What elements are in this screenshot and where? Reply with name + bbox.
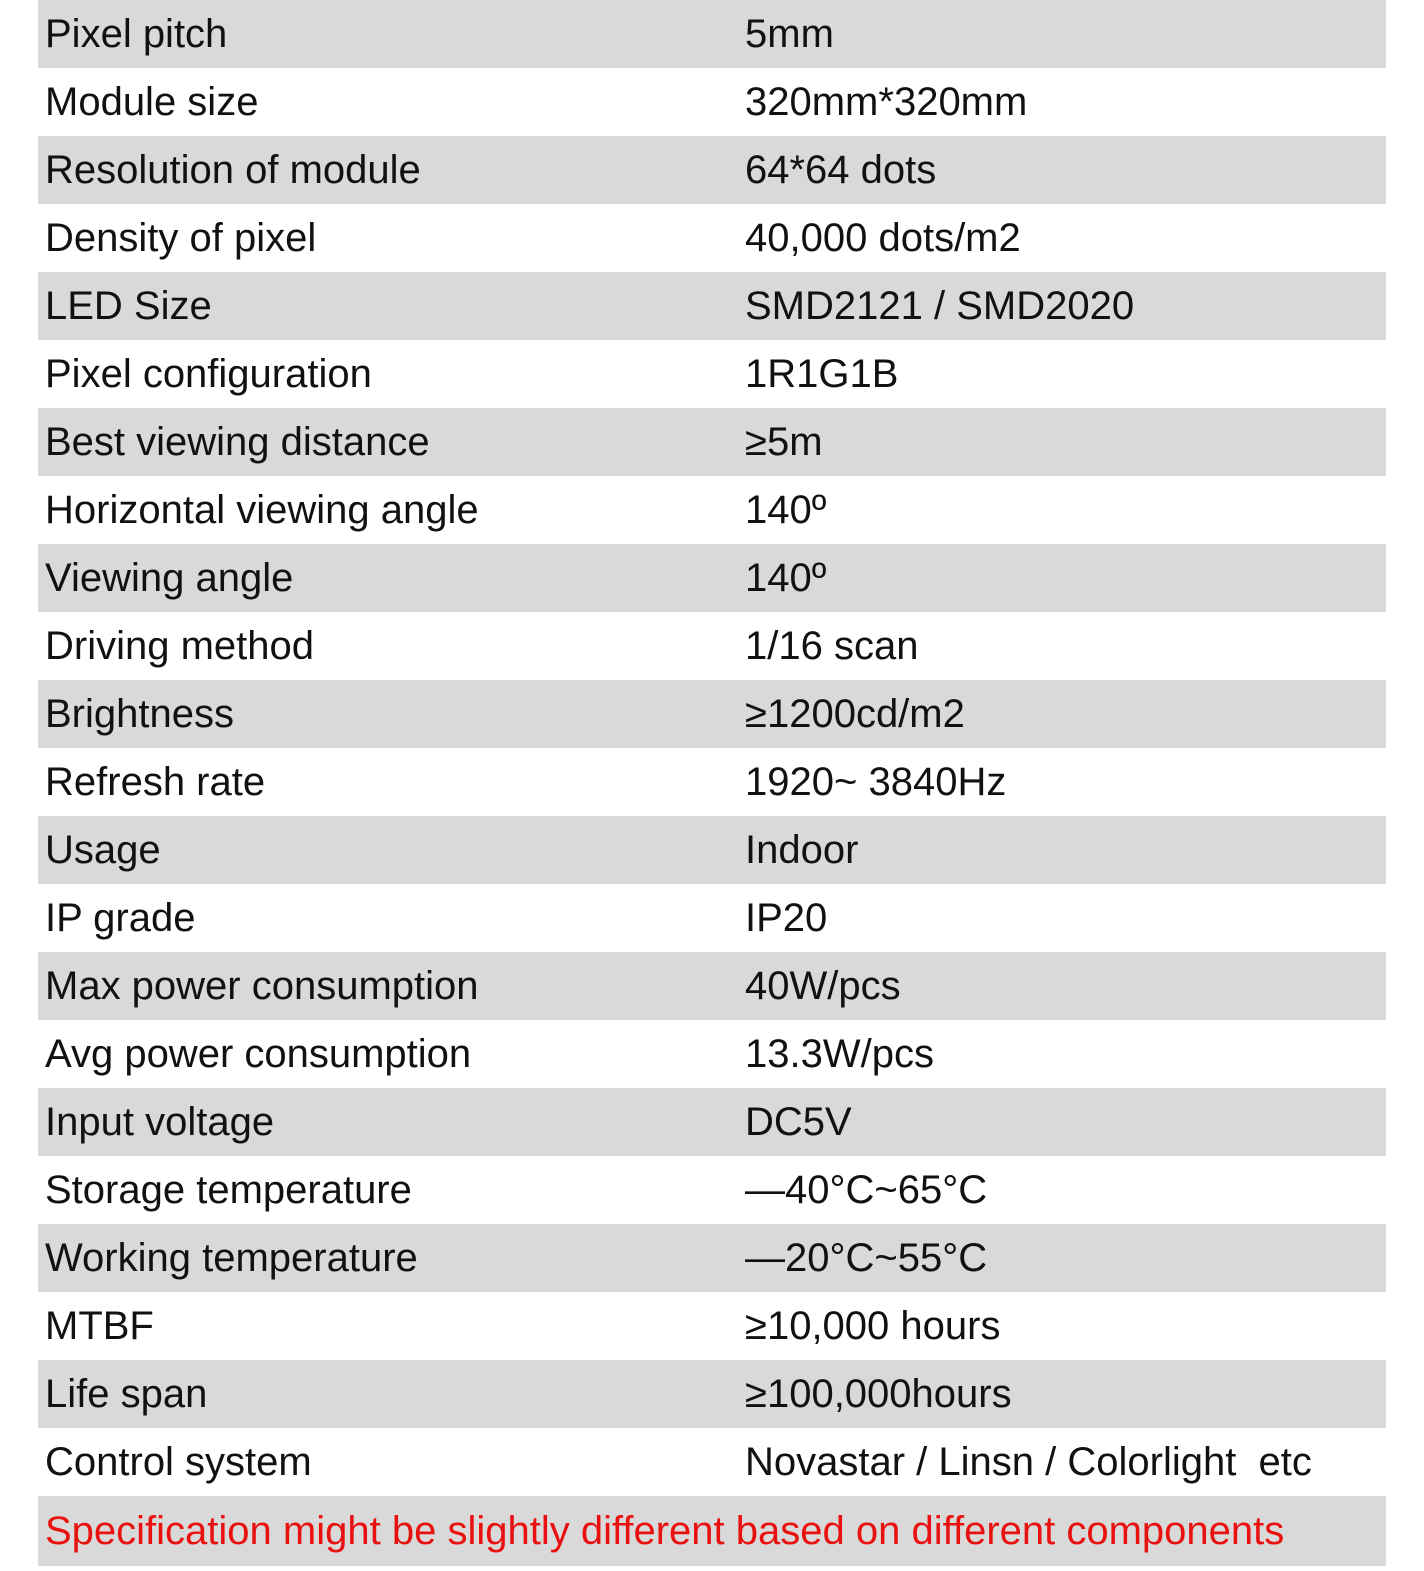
- spec-label: Refresh rate: [45, 760, 266, 804]
- spec-value: 1920~ 3840Hz: [745, 760, 1007, 804]
- spec-value: Novastar / Linsn / Colorlight etc: [745, 1440, 1312, 1484]
- spec-label: Storage temperature: [45, 1168, 412, 1212]
- table-row: [38, 476, 1386, 544]
- spec-rows: [38, 0, 1386, 1496]
- table-row: [38, 816, 1386, 884]
- spec-value: 140º: [745, 556, 827, 600]
- spec-value: 5mm: [745, 12, 834, 56]
- table-row: [38, 68, 1386, 136]
- spec-value: 320mm*320mm: [745, 80, 1028, 124]
- table-row: [38, 884, 1386, 952]
- table-row: [38, 408, 1386, 476]
- spec-value: 1/16 scan: [745, 624, 919, 668]
- spec-label: Usage: [45, 828, 161, 872]
- spec-value: 64*64 dots: [745, 148, 937, 192]
- spec-table: [38, 0, 1386, 1566]
- spec-value: ≥100,000hours: [745, 1372, 1012, 1416]
- spec-value: SMD2121 / SMD2020: [745, 284, 1135, 328]
- spec-label: Brightness: [45, 692, 234, 736]
- spec-value: 13.3W/pcs: [745, 1032, 934, 1076]
- spec-value: —40°C~65°C: [745, 1168, 988, 1212]
- spec-value: Indoor: [745, 828, 859, 872]
- spec-note: Specification might be slightly different based on different components: [45, 1509, 1285, 1553]
- spec-label: Input voltage: [45, 1100, 275, 1144]
- spec-label: Horizontal viewing angle: [45, 488, 479, 532]
- spec-label: Driving method: [45, 624, 315, 668]
- spec-label: Pixel pitch: [45, 12, 228, 56]
- table-row: [38, 748, 1386, 816]
- spec-label: IP grade: [45, 896, 196, 940]
- table-row: [38, 1224, 1386, 1292]
- table-row: [38, 1360, 1386, 1428]
- spec-value: 40,000 dots/m2: [745, 216, 1021, 260]
- table-row: [38, 1020, 1386, 1088]
- spec-label: Working temperature: [45, 1236, 418, 1280]
- spec-label: LED Size: [45, 284, 212, 328]
- spec-label: Control system: [45, 1440, 312, 1484]
- table-row: [38, 544, 1386, 612]
- spec-label: Module size: [45, 80, 259, 124]
- note-row: [38, 1496, 1386, 1566]
- table-row: [38, 680, 1386, 748]
- spec-value: ≥10,000 hours: [745, 1304, 1001, 1348]
- table-row: [38, 340, 1386, 408]
- spec-value: 40W/pcs: [745, 964, 901, 1008]
- spec-label: Life span: [45, 1372, 208, 1416]
- table-row: [38, 1088, 1386, 1156]
- table-row: [38, 1428, 1386, 1496]
- spec-label: MTBF: [45, 1304, 154, 1348]
- table-row: [38, 272, 1386, 340]
- table-row: [38, 1292, 1386, 1360]
- spec-label: Pixel configuration: [45, 352, 372, 396]
- spec-label: Density of pixel: [45, 216, 317, 260]
- table-row: [38, 952, 1386, 1020]
- table-row: [38, 1156, 1386, 1224]
- table-row: [38, 0, 1386, 68]
- spec-label: Avg power consumption: [45, 1032, 472, 1076]
- table-row: [38, 204, 1386, 272]
- spec-label: Resolution of module: [45, 148, 421, 192]
- spec-value: ≥5m: [745, 420, 823, 464]
- spec-label: Viewing angle: [45, 556, 294, 600]
- spec-value: —20°C~55°C: [745, 1236, 988, 1280]
- spec-value: ≥1200cd/m2: [745, 692, 965, 736]
- spec-label: Best viewing distance: [45, 420, 430, 464]
- table-row: [38, 136, 1386, 204]
- spec-label: Max power consumption: [45, 964, 479, 1008]
- spec-value: IP20: [745, 896, 828, 940]
- table-row: [38, 612, 1386, 680]
- spec-value: 140º: [745, 488, 827, 532]
- spec-value: DC5V: [745, 1100, 852, 1144]
- spec-value: 1R1G1B: [745, 352, 899, 396]
